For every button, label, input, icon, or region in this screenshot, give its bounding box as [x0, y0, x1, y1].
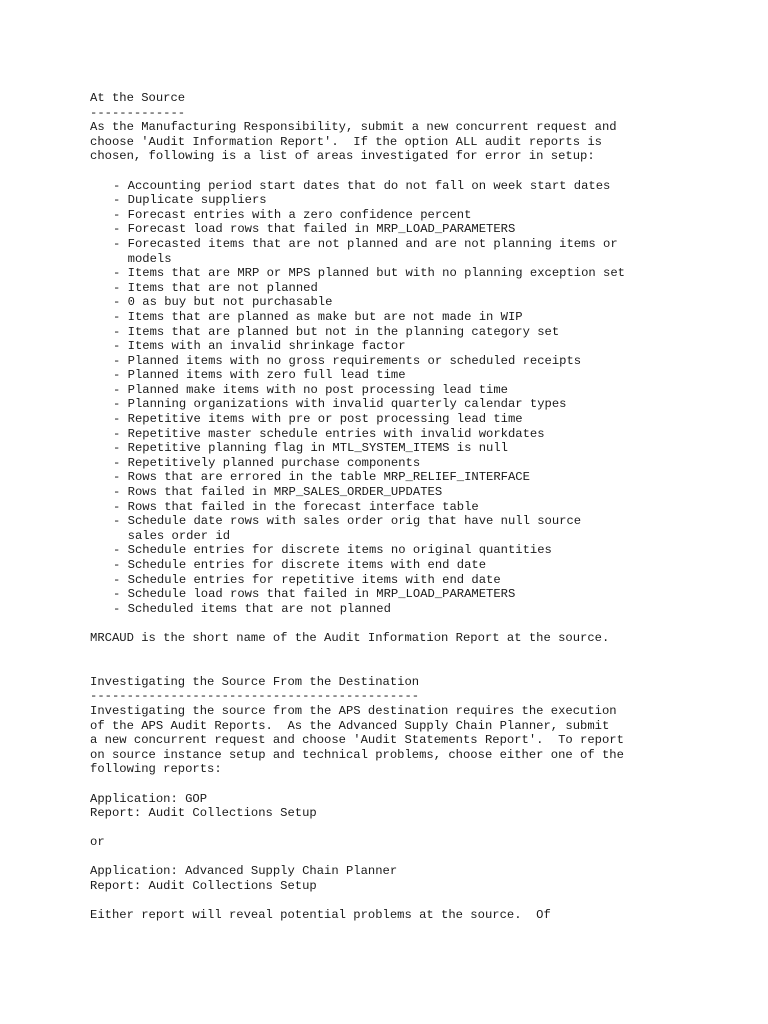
paragraph-line: choose 'Audit Information Report'. If the option ALL audit reports is [90, 134, 602, 149]
section-heading-underline: --------------------------------------------- [90, 689, 420, 704]
option2-report: Report: Audit Collections Setup [90, 879, 317, 894]
list-item-text: Items with an invalid shrinkage factor [127, 339, 406, 354]
list-item-text: 0 as buy but not purchasable [127, 295, 333, 310]
list-item [90, 412, 750, 427]
blank-line [90, 850, 750, 865]
list-item-text: Schedule entries for discrete items no original quantities [127, 543, 552, 558]
list-item [90, 179, 750, 194]
list-item [90, 237, 750, 266]
bullet-dash: - [113, 309, 128, 324]
list-item-text: Planning organizations with invalid quarterly calendar types [127, 397, 567, 412]
list-item [90, 500, 750, 515]
paragraph-line: following reports: [90, 762, 222, 777]
paragraph-line: As the Manufacturing Responsibility, submit a new concurrent request and [90, 120, 617, 135]
section-intro-paragraph [90, 120, 750, 164]
list-item-text: Items that are planned but not in the planning category set [127, 324, 560, 339]
list-item-text: Accounting period start dates that do not fall on week start dates [127, 178, 611, 193]
document-page [90, 91, 750, 923]
list-item-text: Items that are not planned [127, 280, 318, 295]
blank-line [90, 777, 750, 792]
list-item-text: Scheduled items that are not planned [127, 601, 391, 616]
bullet-dash: - [113, 558, 128, 572]
list-item-text: Schedule entries for discrete items with end date [127, 558, 487, 572]
audit-areas-list [90, 179, 750, 617]
list-item-text: Schedule entries for repetitive items with end date [127, 572, 501, 587]
bullet-dash: - [113, 499, 128, 514]
list-item [90, 573, 750, 588]
blank-line [90, 660, 750, 675]
closing-paragraph-line: Either report will reveal potential problems at the source. Of [90, 908, 551, 923]
blank-line [90, 894, 750, 909]
list-item [90, 441, 750, 456]
blank-line [90, 646, 750, 661]
option1-application: Application: GOP [90, 791, 208, 806]
bullet-dash: - [113, 587, 128, 602]
blank-line [90, 616, 750, 631]
list-item-text: Schedule date rows with sales order orig that have null source sales order id [127, 514, 582, 543]
bullet-dash: - [113, 266, 128, 281]
list-item [90, 354, 750, 369]
section-heading-underline: ------------- [90, 105, 186, 120]
blank-line [90, 821, 750, 836]
bullet-dash: - [113, 382, 128, 397]
list-item-text: Schedule load rows that failed in MRP_LOAD_PARAMETERS [127, 587, 516, 602]
paragraph-line: chosen, following is a list of areas investigated for error in setup: [90, 149, 595, 164]
bullet-dash: - [113, 368, 128, 383]
blank-line [90, 164, 750, 179]
bullet-dash: - [113, 222, 128, 237]
list-item [90, 587, 750, 602]
list-item [90, 222, 750, 237]
list-item-text: Repetitive master schedule entries with invalid workdates [127, 426, 545, 441]
list-item-text: Forecast load rows that failed in MRP_LOAD_PARAMETERS [127, 222, 516, 237]
list-item [90, 310, 750, 325]
list-item-text: Repetitively planned purchase components [127, 455, 421, 470]
closing-note: MRCAUD is the short name of the Audit Information Report at the source. [90, 630, 610, 645]
list-item-text: Duplicate suppliers [127, 193, 267, 208]
list-item [90, 470, 750, 485]
list-item-text: Repetitive planning flag in MTL_SYSTEM_ITEMS is null [127, 441, 508, 456]
bullet-dash: - [113, 455, 128, 470]
bullet-dash: - [113, 485, 128, 500]
list-item-text: Planned make items with no post processing lead time [127, 382, 508, 397]
bullet-dash: - [113, 572, 128, 587]
bullet-dash: - [113, 543, 128, 558]
list-item [90, 368, 750, 383]
bullet-dash: - [113, 412, 128, 427]
bullet-dash: - [113, 426, 128, 441]
list-item-text: Forecasted items that are not planned and are not planning items or models [127, 236, 618, 266]
paragraph-line: of the APS Audit Reports. As the Advanced Supply Chain Planner, submit [90, 718, 610, 733]
list-item [90, 325, 750, 340]
bullet-dash: - [113, 339, 128, 354]
bullet-dash: - [113, 441, 128, 456]
bullet-dash: - [113, 178, 128, 193]
list-item-text: Items that are planned as make but are not made in WIP [127, 309, 523, 324]
list-item-text: Items that are MRP or MPS planned but with no planning exception set [127, 266, 625, 281]
list-item-text: Repetitive items with pre or post processing lead time [127, 412, 523, 427]
list-item [90, 485, 750, 500]
list-item [90, 397, 750, 412]
list-item [90, 266, 750, 281]
bullet-dash: - [113, 280, 128, 295]
bullet-dash: - [113, 514, 128, 529]
bullet-dash: - [113, 324, 128, 339]
list-item-text: Planned items with zero full lead time [127, 368, 406, 383]
list-item [90, 602, 750, 617]
list-item [90, 383, 750, 398]
bullet-dash: - [113, 470, 128, 485]
list-item [90, 339, 750, 354]
option1-report: Report: Audit Collections Setup [90, 806, 317, 821]
or-separator: or [90, 835, 105, 850]
list-item-text: Forecast entries with a zero confidence percent [127, 207, 472, 222]
bullet-dash: - [113, 193, 128, 208]
list-item-text: Rows that failed in the forecast interface table [127, 499, 479, 514]
paragraph-line: a new concurrent request and choose 'Audit Statements Report'. To report [90, 733, 624, 748]
bullet-dash: - [113, 601, 128, 616]
list-item-text: Rows that failed in MRP_SALES_ORDER_UPDATES [127, 485, 443, 500]
list-item [90, 558, 750, 573]
list-item-text: Rows that are errored in the table MRP_RELIEF_INTERFACE [127, 470, 530, 485]
bullet-dash: - [113, 295, 128, 310]
list-item [90, 427, 750, 442]
paragraph-line: on source instance setup and technical problems, choose either one of the [90, 747, 624, 762]
list-item [90, 295, 750, 310]
list-item [90, 208, 750, 223]
list-item [90, 193, 750, 208]
list-item [90, 514, 750, 543]
list-item-text: Planned items with no gross requirements or scheduled receipts [127, 353, 582, 368]
section-intro-paragraph [90, 704, 750, 777]
section-heading-investigating-source: Investigating the Source From the Destination [90, 674, 420, 689]
bullet-dash: - [113, 397, 128, 412]
section-heading-at-the-source: At the Source [90, 91, 186, 105]
bullet-dash: - [113, 353, 128, 368]
list-item [90, 456, 750, 471]
paragraph-line: Investigating the source from the APS destination requires the execution [90, 703, 617, 718]
bullet-dash: - [113, 236, 128, 251]
list-item [90, 281, 750, 296]
list-item [90, 543, 750, 558]
option2-application: Application: Advanced Supply Chain Planner [90, 864, 398, 879]
bullet-dash: - [113, 207, 128, 222]
